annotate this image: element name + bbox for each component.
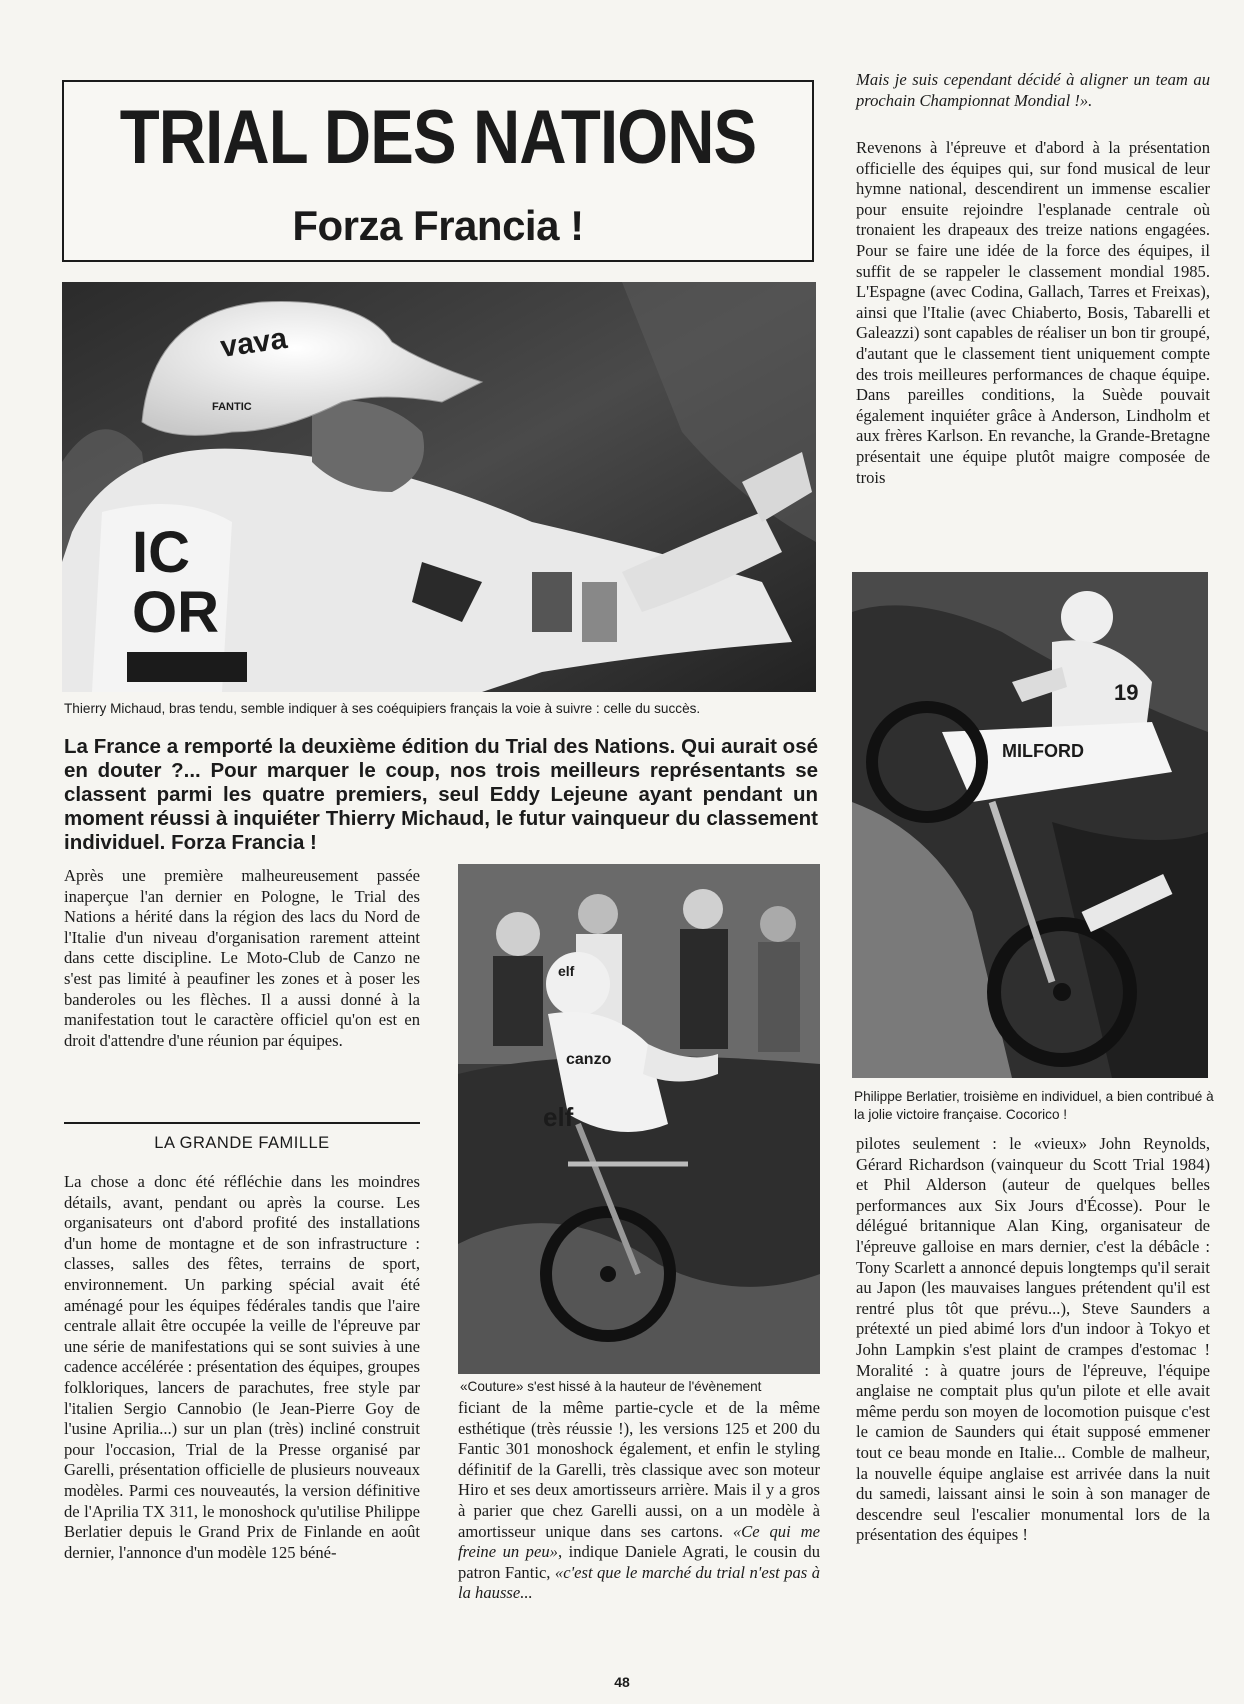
svg-text:elf: elf <box>558 963 575 979</box>
right-photo-caption: Philippe Berlatier, troisième en individuel, a bien contribué à la jolie victoire française. Cocorico ! <box>854 1089 1214 1122</box>
title-box <box>62 80 814 262</box>
quote-continued: Mais je suis cependant décidé à aligner un team au prochain Championnat Mondial !». <box>856 70 1210 110</box>
subheadline: Forza Francia ! <box>292 202 584 249</box>
main-photo <box>62 282 816 692</box>
center-photo <box>458 864 820 1374</box>
body-left-column: La chose a donc été réfléchie dans les moindres détails, avant, pendant ou après la course. Les organisateurs ont d'abord profité des installations d'un home de montagne et de son infrastructure : classes, salles des fêtes, terrains de sport, environnement. Un parking spécial avait été aménagé pour les équipes fédérales tandis que l'aire centrale allait être occupée la veille de l'épreuve par une série de manifestations qui se sont suivies à une cadence accélérée : présentation des équipes, groupes folkloriques, lancers de parachutes, free style par l'italien Sergio Cannobio (le Jean-Pierre Goy de l'usine Aprilia...) sur un plan (très) incliné construit pour l'occasion, Trial de la Presse organisé par Garelli, présentation officielle de plusieurs nouveaux modèles. Parmi ces nouveautés, la version définitive de l'Aprilia TX 311, le monoshock qu'utilise Philippe Berlatier depuis le Grand Prix de Finlande en août dernier, l'annonce d'un modèle 125 béné- <box>64 1172 420 1562</box>
svg-text:FANTIC: FANTIC <box>212 401 252 413</box>
body-right-bottom: pilotes seulement : le «vieux» John Reynolds, Gérard Richardson (vainqueur du Scott Trial 1984) et Phil Alderson (auteur de quelques belles performances aux Six Jours d'Écosse). Pour le délégué britannique Alan King, organisateur de l'épreuve galloise en mars dernier, c'est la débâcle : Tony Scarlett a annoncé depuis longtemps qu'il serait au Japon (les mauvaises langues prétendent qu'il est rentré plus tôt que prévu...), Steve Saunders a prétexté un pied abimé lors d'un indoor à Tokyo et John Lampkin s'est plaint de crampes d'estomac ! Moralité : à quatre jours de l'épreuve, l'équipe anglaise ne comptait plus qu'un pilote et elle avait même perdu son moyen de locomotion puisque c'est le camion de Saunders qui était supposé emmener tout ce beau monde en Italie... Comble de malheur, la nouvelle équipe anglaise est arrivée dans la nuit du samedi, laissant ainsi le soin à son manager de descendre seul l'escalier monumental lors de la présentation des équipes ! <box>856 1134 1210 1545</box>
right-photo <box>852 572 1208 1078</box>
body-center-column <box>458 1398 820 1604</box>
svg-text:MILFORD: MILFORD <box>1002 741 1084 761</box>
page-number: 48 <box>614 1674 630 1690</box>
body-right-top: Revenons à l'épreuve et d'abord à la présentation officielle des équipes qui, sur fond musical de leur hymne national, descendirent un immense escalier pour ensuite rejoindre l'esplanade centrale où tronaient les drapeaux des treize nations engagées. Pour se faire une idée de la force des équipes, il suffit de se rappeler le classement mondial 1985. L'Espagne (avec Codina, Gallach, Tarres et Freixas), ainsi que l'Italie (avec Chiaberto, Bosis, Tabarelli et Galeazzi) sont capables de réaliser un bon tir groupé, d'autant que le classement tient uniquement compte des trois meilleures performances de chaque équipe. Dans pareilles conditions, la Suède pouvait également inquiéter grâce à Anderson, Lindholm et aux frères Karlson. En revanche, la Grande-Bretagne présentait une équipe plutôt maigre composée de trois <box>856 138 1210 487</box>
headline: TRIAL DES NATIONS <box>119 95 757 180</box>
quote-agrati-2: «c'est que le marché du trial n'est pas à la hausse... <box>458 1562 820 1603</box>
svg-text:vava: vava <box>218 321 290 364</box>
body-center-attribution: , indique Daniele Agrati, le cousin du patron Fantic, <box>458 1542 820 1582</box>
svg-text:canzo: canzo <box>566 1051 612 1068</box>
section-heading: LA GRANDE FAMILLE <box>154 1134 330 1152</box>
center-photo-caption: «Couture» s'est hissé à la hauteur de l'évènement <box>460 1379 762 1394</box>
rider-climbing-illustration <box>852 572 1208 1078</box>
article-lead: La France a remporté la deuxième édition du Trial des Nations. Qui aurait osé en douter ?... Pour marquer le coup, nos trois meilleurs représentants se classent parmi les quatre premiers, seul Eddy Lejeune ayant pendant un moment réussi à inquiéter Thierry Michaud, le futur vainqueur du classement individuel. Forza Francia ! <box>64 735 818 854</box>
svg-text:OR: OR <box>132 580 219 645</box>
main-photo-caption: Thierry Michaud, bras tendu, semble indiquer à ses coéquipiers français la voie à suivre : celle du succès. <box>64 701 701 716</box>
svg-text:elf: elf <box>543 1102 574 1132</box>
section-rule <box>64 1122 420 1124</box>
intro-paragraph: Après une première malheureusement passée inaperçue l'an dernier en Pologne, le Trial des Nations a hérité dans la région des lacs du Nord de l'Italie d'un niveau d'organisation rarement atteint dans cette discipline. Le Moto-Club de Canzo ne s'est pas limité à peaufiner les zones et à poser les banderoles ou les flèches. Il a aussi donné à la manifestation tout le caractère officiel qu'on est en droit d'attendre d'une réunion par équipes. <box>64 866 420 1050</box>
svg-text:19: 19 <box>1114 680 1139 705</box>
quote-agrati-1: «Ce qui me freine un peu» <box>458 1521 820 1562</box>
body-center-part: ficiant de la même partie-cycle et de la même esthétique (très réussie !), les versions 125 et 200 du Fantic 301 monoshock également, et enfin le styling définitif de la Garelli, très classique avec son moteur Hiro et ses deux amortisseurs arrière. Mais il y a gros à parier que chez Garelli aussi, on a un modèle à amortisseur unique dans ses cartons. <box>458 1398 820 1541</box>
rider-pointing-illustration <box>62 282 816 692</box>
rider-crowd-illustration <box>458 864 820 1374</box>
svg-text:IC: IC <box>132 520 190 585</box>
